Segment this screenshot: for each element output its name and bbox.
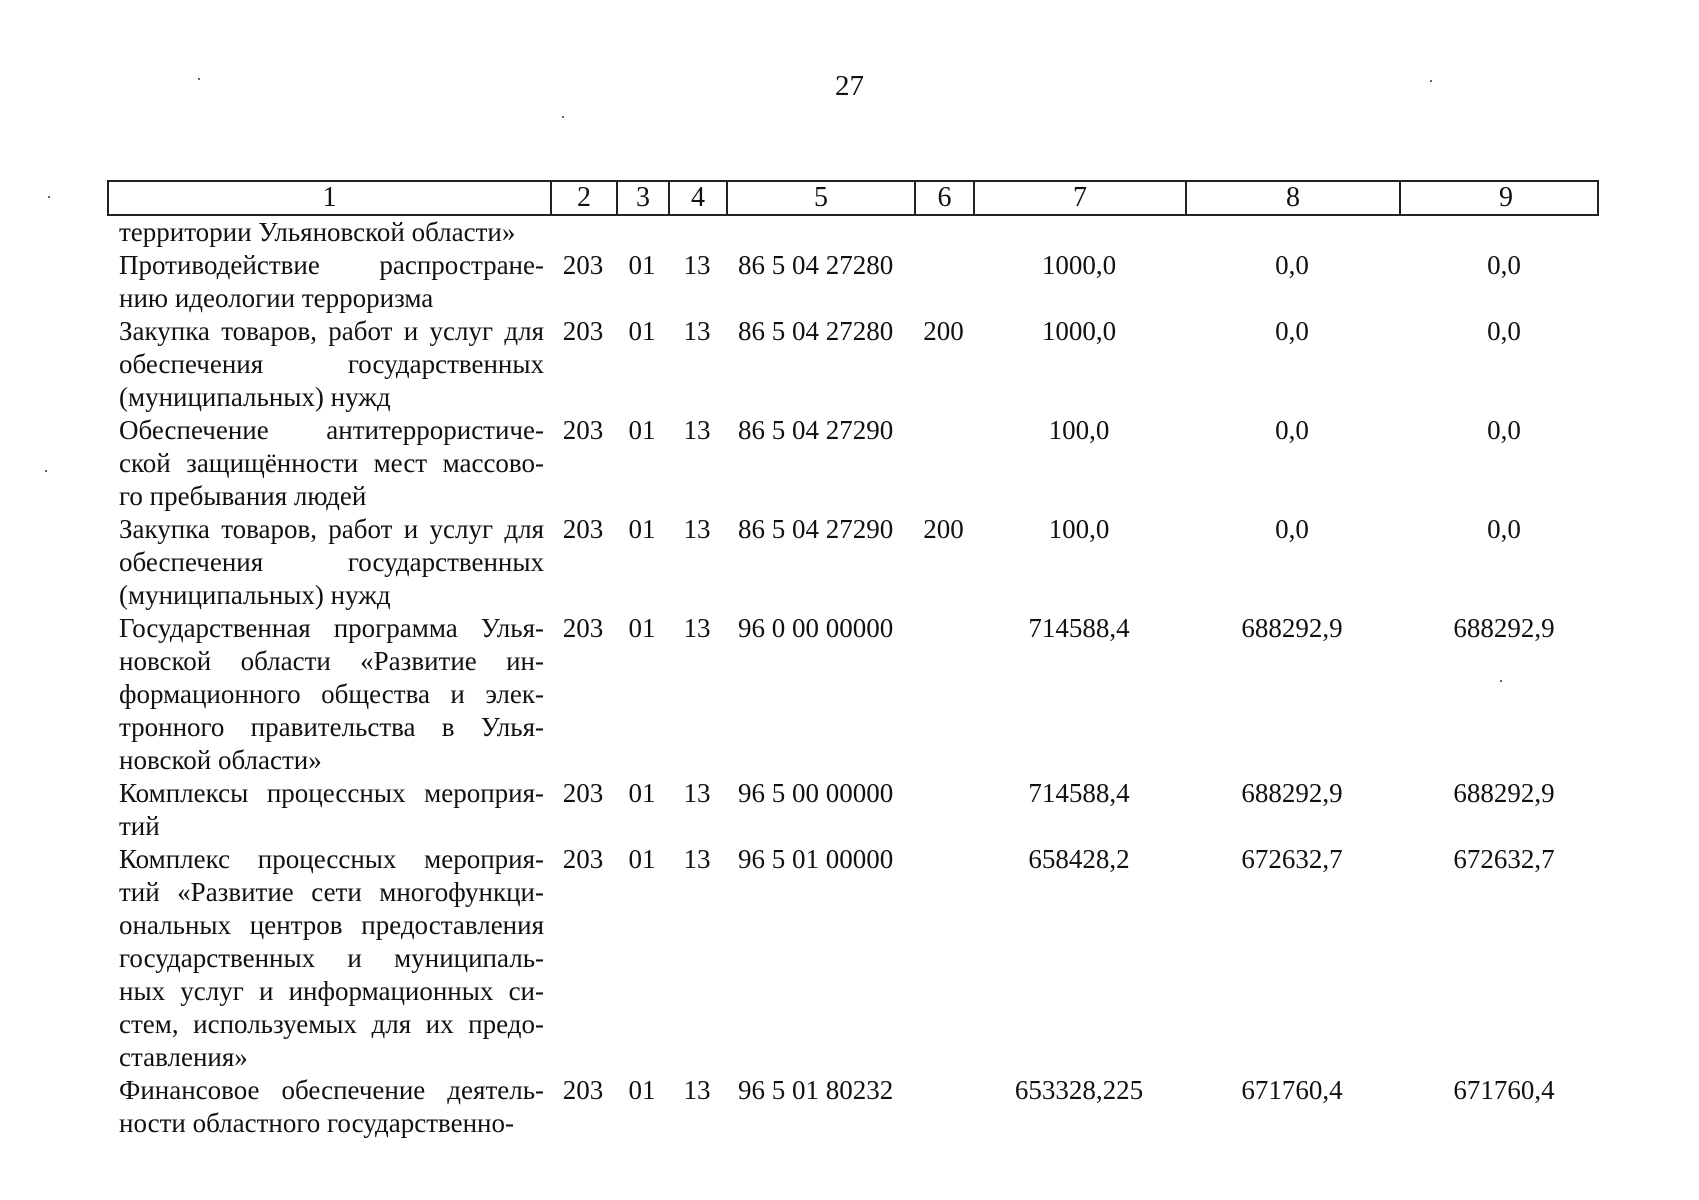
row-expense-type — [914, 843, 973, 1074]
row-section-code: 01 — [628, 415, 656, 445]
row-name-line: тий — [119, 811, 160, 841]
row-expense-type — [914, 612, 973, 777]
row-amount-col7: 658428,2 — [1028, 844, 1130, 874]
row-target-article: 86 5 04 27280 — [738, 250, 894, 280]
table-row — [107, 216, 1599, 249]
row-amount-col7: 100,0 — [1048, 415, 1110, 445]
row-amount-col7: 714588,4 — [1028, 778, 1130, 808]
row-name-line: формационного общества и элек- — [119, 679, 544, 709]
row-amount-col9: 0,0 — [1487, 415, 1521, 445]
row-amount-col8: 688292,9 — [1241, 613, 1343, 643]
row-name — [107, 513, 550, 612]
row-amount-col7: 100,0 — [1048, 514, 1110, 544]
row-name-line: го пребывания людей — [119, 481, 367, 511]
column-number-9: 9 — [1499, 182, 1513, 213]
row-grbs-code: 203 — [562, 844, 604, 874]
column-number-5: 5 — [728, 182, 916, 214]
row-amount-col9 — [1399, 216, 1609, 249]
row-amount-col8 — [1185, 216, 1399, 249]
row-name-line: ности областного государственно- — [119, 1108, 514, 1138]
row-section-code: 01 — [628, 1075, 656, 1105]
row-grbs-code: 203 — [562, 415, 604, 445]
table-row — [107, 249, 1599, 315]
row-subsection-code: 13 — [683, 514, 711, 544]
row-name-line: (муниципальных) нужд — [119, 580, 391, 610]
row-subsection-code: 13 — [683, 778, 711, 808]
row-name-line: ской защищённости мест массово- — [119, 448, 544, 478]
row-subsection-code: 13 — [683, 844, 711, 874]
row-section-code: 01 — [628, 778, 656, 808]
table-row — [107, 612, 1599, 777]
row-name-line: новской области» — [119, 745, 322, 775]
row-name-line: стем, используемых для их предо- — [119, 1009, 544, 1039]
row-name-line: Обеспечение антитеррористиче- — [119, 415, 544, 445]
row-section-code: 01 — [628, 514, 656, 544]
row-amount-col8: 0,0 — [1275, 415, 1309, 445]
row-amount-col7: 1000,0 — [1041, 316, 1117, 346]
row-name — [107, 777, 550, 843]
row-target-article: 96 5 00 00000 — [738, 778, 894, 808]
row-amount-col7: 714588,4 — [1028, 613, 1130, 643]
row-amount-col9: 0,0 — [1487, 316, 1521, 346]
row-name-line: Комплексы процессных мероприя- — [119, 778, 544, 808]
row-name-line: Комплекс процессных мероприя- — [119, 844, 544, 874]
row-section-code: 01 — [628, 613, 656, 643]
row-section-code: 01 — [628, 250, 656, 280]
column-number-1: 1 — [109, 182, 552, 214]
row-name-line: обеспечения государственных — [119, 349, 544, 379]
scan-speck — [45, 470, 47, 472]
row-target-article: 96 0 00 00000 — [738, 613, 894, 643]
row-grbs-code: 203 — [562, 316, 604, 346]
row-grbs-code: 203 — [562, 250, 604, 280]
row-name-line: Государственная программа Улья- — [119, 613, 544, 643]
row-amount-col7: 653328,225 — [1014, 1075, 1144, 1105]
row-amount-col8: 0,0 — [1275, 250, 1309, 280]
table-row — [107, 1074, 1599, 1140]
row-amount-col9: 0,0 — [1487, 514, 1521, 544]
scan-speck — [1430, 80, 1432, 82]
row-name-line: новской области «Развитие ин- — [119, 646, 544, 676]
row-name-line: тий «Развитие сети многофункци- — [119, 877, 544, 907]
row-target-article: 86 5 04 27290 — [738, 415, 894, 445]
row-amount-col7: 1000,0 — [1041, 250, 1117, 280]
row-amount-col9: 688292,9 — [1453, 613, 1555, 643]
row-name — [107, 414, 550, 513]
row-name-line: ональных центров предоставления — [119, 910, 544, 940]
row-target-article: 86 5 04 27280 — [738, 316, 894, 346]
row-target-article: 86 5 04 27290 — [738, 514, 894, 544]
row-name-line: Закупка товаров, работ и услуг для — [119, 316, 544, 346]
row-grbs-code: 203 — [562, 514, 604, 544]
row-subsection-code: 13 — [683, 415, 711, 445]
table-row — [107, 843, 1599, 1074]
table-row — [107, 315, 1599, 414]
row-amount-col9: 688292,9 — [1453, 778, 1555, 808]
row-amount-col9: 672632,7 — [1453, 844, 1555, 874]
row-name — [107, 315, 550, 414]
row-name — [107, 843, 550, 1074]
row-expense-type — [914, 216, 973, 249]
column-number-2: 2 — [552, 182, 618, 214]
row-expense-type: 200 — [923, 514, 964, 544]
row-amount-col9: 0,0 — [1487, 250, 1521, 280]
table-row — [107, 414, 1599, 513]
table-column-numbers — [107, 180, 1599, 216]
row-section-code — [616, 216, 668, 249]
row-target-article — [726, 216, 914, 249]
table-body — [107, 216, 1599, 1140]
row-amount-col8: 0,0 — [1275, 316, 1309, 346]
row-expense-type — [914, 414, 973, 513]
column-number-7: 7 — [975, 182, 1187, 214]
row-name-line: нию идеологии терроризма — [119, 283, 434, 313]
row-expense-type — [914, 249, 973, 315]
row-expense-type: 200 — [923, 316, 964, 346]
row-amount-col8: 688292,9 — [1241, 778, 1343, 808]
row-grbs-code — [550, 216, 616, 249]
row-name-line: Финансовое обеспечение деятель- — [119, 1075, 544, 1105]
row-name-line: Противодействие распростране- — [119, 250, 544, 280]
table-row — [107, 513, 1599, 612]
row-target-article: 96 5 01 80232 — [738, 1075, 894, 1105]
row-subsection-code: 13 — [683, 250, 711, 280]
page-number: 27 — [835, 70, 864, 102]
scan-speck — [48, 196, 50, 198]
column-number-6: 6 — [916, 182, 975, 214]
row-name-line: обеспечения государственных — [119, 547, 544, 577]
row-name — [107, 249, 550, 315]
row-subsection-code: 13 — [683, 1075, 711, 1105]
row-grbs-code: 203 — [562, 778, 604, 808]
row-section-code: 01 — [628, 316, 656, 346]
row-target-article: 96 5 01 00000 — [738, 844, 894, 874]
row-amount-col9: 671760,4 — [1453, 1075, 1555, 1105]
budget-table — [107, 180, 1599, 1140]
row-expense-type — [914, 777, 973, 843]
row-name — [107, 216, 550, 249]
table-row — [107, 777, 1599, 843]
row-section-code: 01 — [628, 844, 656, 874]
row-name-line: тронного правительства в Улья- — [119, 712, 544, 742]
row-amount-col7 — [973, 216, 1185, 249]
row-name — [107, 1074, 550, 1140]
row-grbs-code: 203 — [562, 1075, 604, 1105]
row-expense-type — [914, 1074, 973, 1140]
row-name-line: Закупка товаров, работ и услуг для — [119, 514, 544, 544]
column-number-8: 8 — [1187, 182, 1401, 214]
row-subsection-code: 13 — [683, 316, 711, 346]
row-name-line: территории Ульяновской области» — [119, 217, 516, 247]
scan-speck — [562, 116, 564, 118]
row-name-line: (муниципальных) нужд — [119, 382, 391, 412]
row-subsection-code — [668, 216, 726, 249]
row-name-line: ставления» — [119, 1042, 248, 1072]
row-name-line: ных услуг и информационных си- — [119, 976, 544, 1006]
row-amount-col8: 0,0 — [1275, 514, 1309, 544]
row-name-line: государственных и муниципаль- — [119, 943, 544, 973]
row-name — [107, 612, 550, 777]
row-amount-col8: 672632,7 — [1241, 844, 1343, 874]
column-number-3: 3 — [618, 182, 670, 214]
row-grbs-code: 203 — [562, 613, 604, 643]
scan-speck — [198, 78, 200, 80]
row-subsection-code: 13 — [683, 613, 711, 643]
column-number-4: 4 — [670, 182, 728, 214]
row-amount-col8: 671760,4 — [1241, 1075, 1343, 1105]
